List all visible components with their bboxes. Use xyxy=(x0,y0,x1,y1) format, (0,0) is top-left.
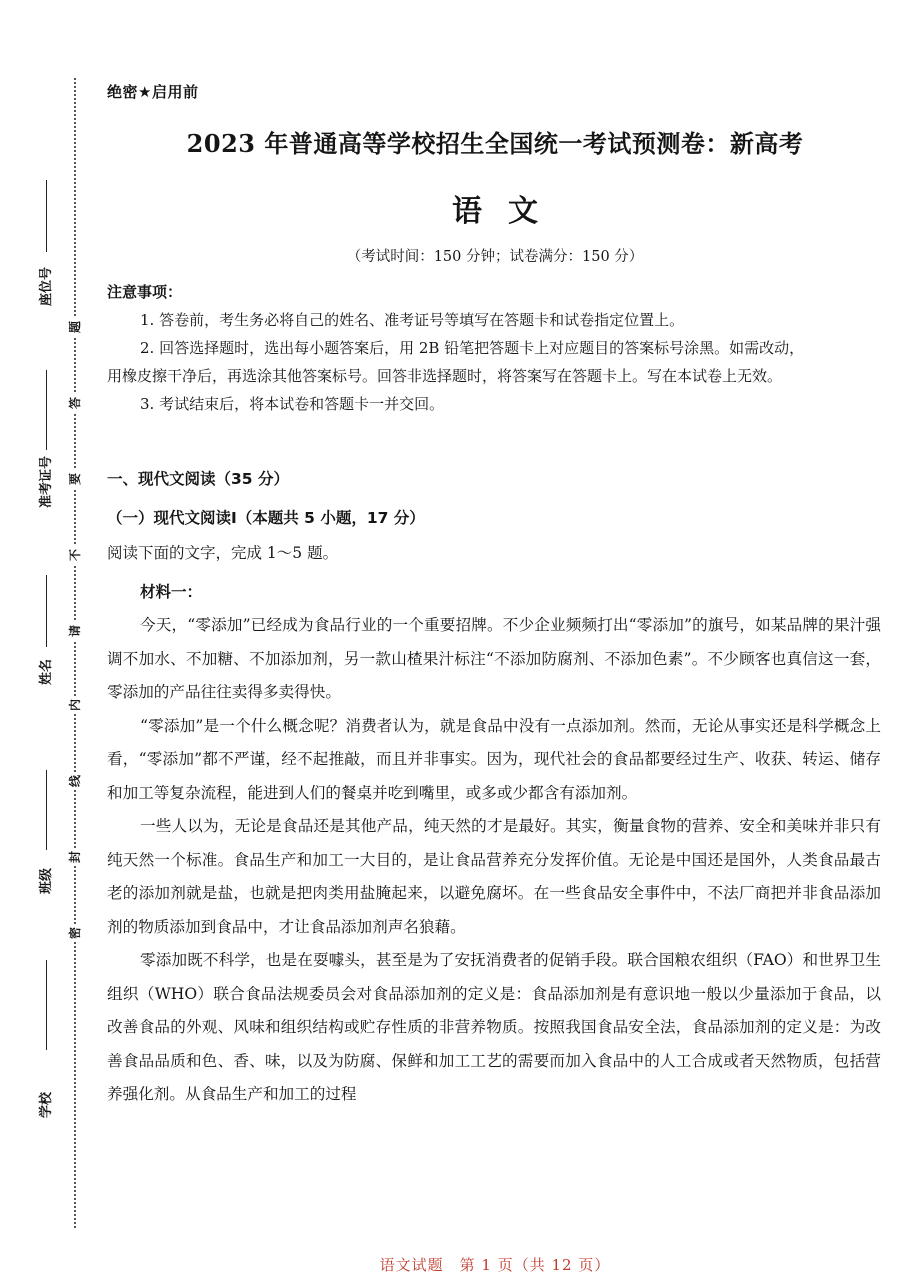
school-label: 学校 xyxy=(39,1091,54,1118)
seat-number-label: 座位号 xyxy=(39,266,54,306)
seal-char: 密 xyxy=(66,924,84,942)
notice-item: 2. 回答选择题时，选出每小题答案后，用 2B 铅笔把答题卡上对应题目的答案标号涂黑。如需改动，用橡皮擦干净后，再选涂其他答案标号。回答非选择题时，将答案写在答题卡上。写在本试卷上无效。 xyxy=(107,339,805,385)
notice-item: 1. 答卷前，考生务必将自己的姓名、准考证号等填写在答题卡和试卷指定位置上。 xyxy=(140,311,685,329)
seal-char: 封 xyxy=(66,848,84,866)
admission-number-line xyxy=(46,370,47,450)
seal-char: 不 xyxy=(66,546,84,564)
seal-dotted-line xyxy=(74,78,76,1228)
seal-char: 内 xyxy=(66,696,84,714)
subsection-heading: （一）现代文阅读Ⅰ（本题共 5 小题，17 分） xyxy=(107,509,425,527)
admission-number-label: 准考证号 xyxy=(39,455,54,508)
passage-paragraph: 今天，“零添加”已经成为食品行业的一个重要招牌。不少企业频频打出“零添加”的旗号，如某品牌的果汁强调不加水、不加糖、不加添加剂，另一款山楂果汁标注“不添加防腐剂、不添加色素”。不少顾客也真信这一套，零添加的产品往往卖得多卖得快。 xyxy=(107,616,881,701)
page-footer: 语文试题 第 1 页（共 12 页） xyxy=(379,1256,611,1274)
subject-title: 语文 xyxy=(452,194,564,229)
reading-instruction: 阅读下面的文字，完成 1～5 题。 xyxy=(107,544,339,562)
section-heading: 一、现代文阅读（35 分） xyxy=(107,470,289,488)
passage-paragraph: “零添加”是一个什么概念呢？消费者认为，就是食品中没有一点添加剂。然而，无论从事实还是科学概念上看，“零添加”都不严谨，经不起推敲，而且并非事实。因为，现代社会的食品都要经过生产、收获、转运、储存和加工等复杂流程，能进到人们的餐桌并吃到嘴里，或多或少都含有添加剂。 xyxy=(107,716,881,802)
passage-paragraph: 零添加既不科学，也是在耍噱头，甚至是为了安抚消费者的促销手段。联合国粮农组织（FAO）和世界卫生组织（WHO）联合食品法规委员会对食品添加剂的定义是：食品添加剂是有意识地一般以少量添加于食品，以改善食品的外观、风味和组织结构或贮存性质的非营养物质。按照我国食品安全法，食品添加剂的定义是：为改善食品品质和色、香、味，以及为防腐、保鲜和加工工艺的需要而加入食品中的人工合成或者天然物质，包括营养强化剂。从食品生产和加工的过程 xyxy=(107,951,881,1103)
notice-item: 3. 考试结束后，将本试卷和答题卡一并交回。 xyxy=(140,395,445,413)
seal-char: 线 xyxy=(66,772,84,790)
notice-heading: 注意事项： xyxy=(107,283,183,301)
seat-number-line xyxy=(46,180,47,252)
binding-margin xyxy=(0,0,100,1286)
seal-char: 请 xyxy=(66,622,84,640)
exam-title: 2023 年普通高等学校招生全国统一考试预测卷：新高考 xyxy=(186,129,804,158)
exam-time-info: （考试时间：150 分钟；试卷满分：150 分） xyxy=(346,249,644,265)
reading-passage xyxy=(107,609,881,1112)
name-label: 姓名 xyxy=(39,658,54,685)
seal-char: 答 xyxy=(66,394,84,412)
school-line xyxy=(46,960,47,1050)
passage-paragraph: 一些人以为，无论是食品还是其他产品，纯天然的才是最好。其实，衡量食物的营养、安全和美味并非只有纯天然一个标准。食品生产和加工一大目的，是让食品营养充分发挥价值。无论是中国还是国外，人类食品最古老的添加剂就是盐，也就是把肉类用盐腌起来，以避免腐坏。在一些食品安全事件中，不法厂商把并非食品添加剂的物质添加到食品中，才让食品添加剂声名狼藉。 xyxy=(107,817,881,936)
material-label: 材料一： xyxy=(140,582,203,601)
seal-char: 要 xyxy=(66,470,84,488)
class-line xyxy=(46,770,47,850)
name-line xyxy=(46,575,47,647)
confidential-mark: 绝密★启用前 xyxy=(107,83,199,101)
seal-char: 题 xyxy=(66,318,84,336)
notice-list xyxy=(107,306,807,418)
class-label: 班级 xyxy=(39,867,54,894)
